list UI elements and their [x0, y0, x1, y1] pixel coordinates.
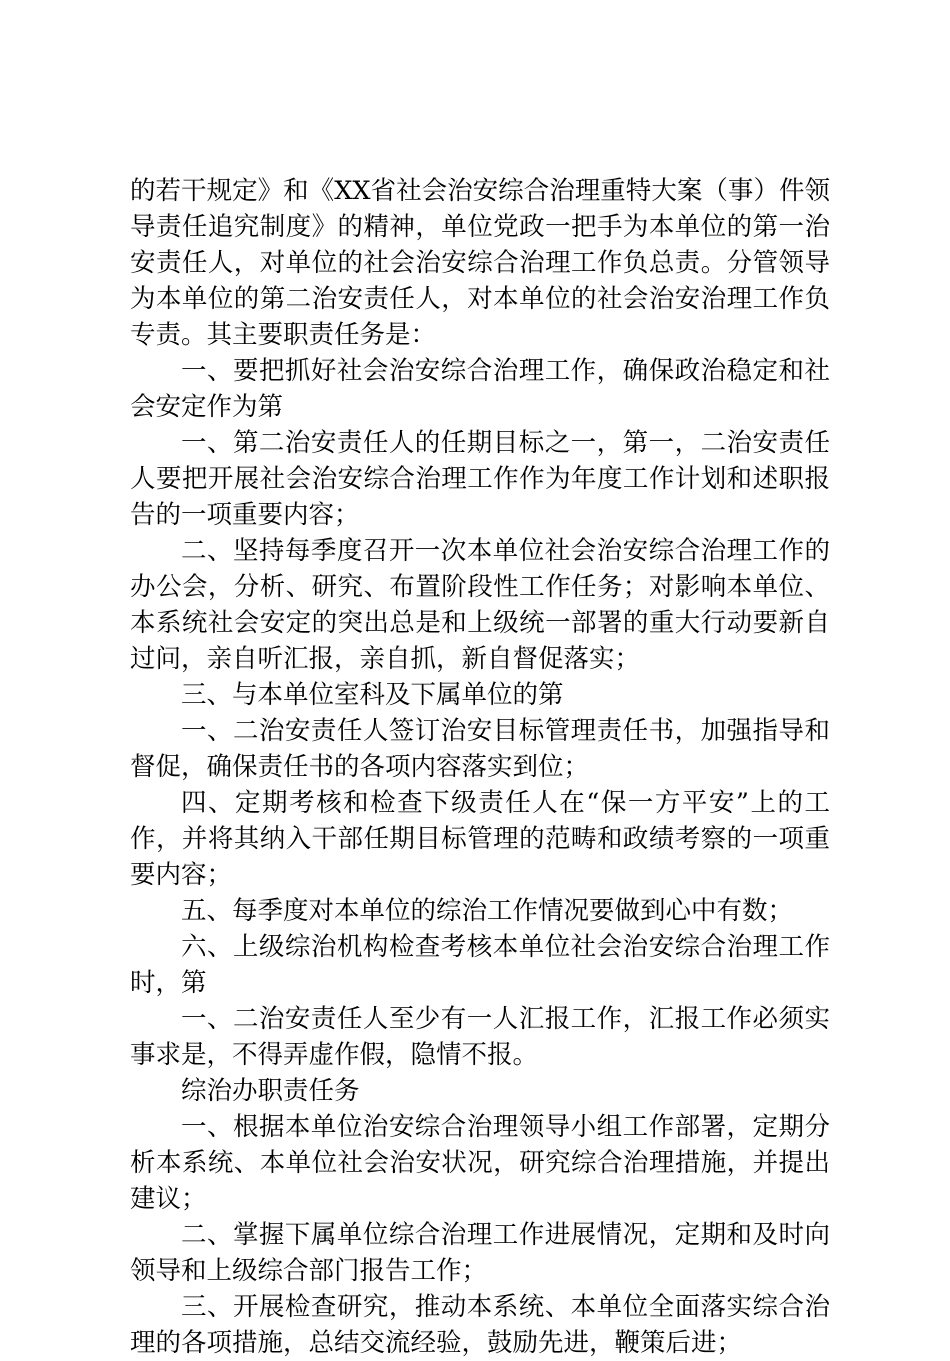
paragraph-item: 五、每季度对本单位的综治工作情况要做到心中有数； — [181, 896, 794, 926]
paragraph-intro: 的若干规定》和《XX省社会治安综合治理重特大案（事）件领导责任追究制度》的精神，单位党政一把手为本单位的第一治安责任人，对单位的社会治安综合治理工作负总责。分管领导为本单位的第二治安责任人，对本单位的社会治安治理工作负专责。其主要职责任务是： — [130, 176, 830, 350]
section-heading: 综治办职责任务 — [181, 1076, 360, 1106]
paragraph-item: 一、根据本单位治安综合治理领导小组工作部署，定期分析本系统、本单位社会治安状况，研究综合治理措施，并提出建议； — [130, 1112, 830, 1214]
paragraph-item: 一、二治安责任人至少有一人汇报工作，汇报工作必须实事求是，不得弄虚作假，隐情不报。 — [130, 1004, 830, 1070]
paragraph-item: 二、掌握下属单位综合治理工作进展情况，定期和及时向领导和上级综合部门报告工作； — [130, 1220, 830, 1286]
paragraph-item: 四、定期考核和检查下级责任人在“保一方平安”上的工作，并将其纳入干部任期目标管理的范畴和政绩考察的一项重要内容； — [130, 788, 830, 890]
paragraph-item: 六、上级综治机构检查考核本单位社会治安综合治理工作时，第 — [130, 932, 830, 998]
paragraph-item: 三、开展检查研究，推动本系统、本单位全面落实综合治理的各项措施，总结交流经验，鼓励先进，鞭策后进； — [130, 1292, 830, 1358]
paragraph-item: 三、与本单位室科及下属单位的第 — [181, 680, 564, 710]
document-body — [130, 173, 830, 1361]
paragraph-item: 一、二治安责任人签订治安目标管理责任书，加强指导和督促，确保责任书的各项内容落实到位； — [130, 716, 830, 782]
paragraph-item: 二、坚持每季度召开一次本单位社会治安综合治理工作的办公会，分析、研究、布置阶段性工作任务；对影响本单位、本系统社会安定的突出总是和上级统一部署的重大行动要新自过问，亲自听汇报，亲自抓，新自督促落实； — [130, 536, 830, 674]
paragraph-item: 一、要把抓好社会治安综合治理工作，确保政治稳定和社会安定作为第 — [130, 356, 830, 422]
paragraph-item: 一、第二治安责任人的任期目标之一，第一，二治安责任人要把开展社会治安综合治理工作作为年度工作计划和述职报告的一项重要内容； — [130, 428, 830, 530]
